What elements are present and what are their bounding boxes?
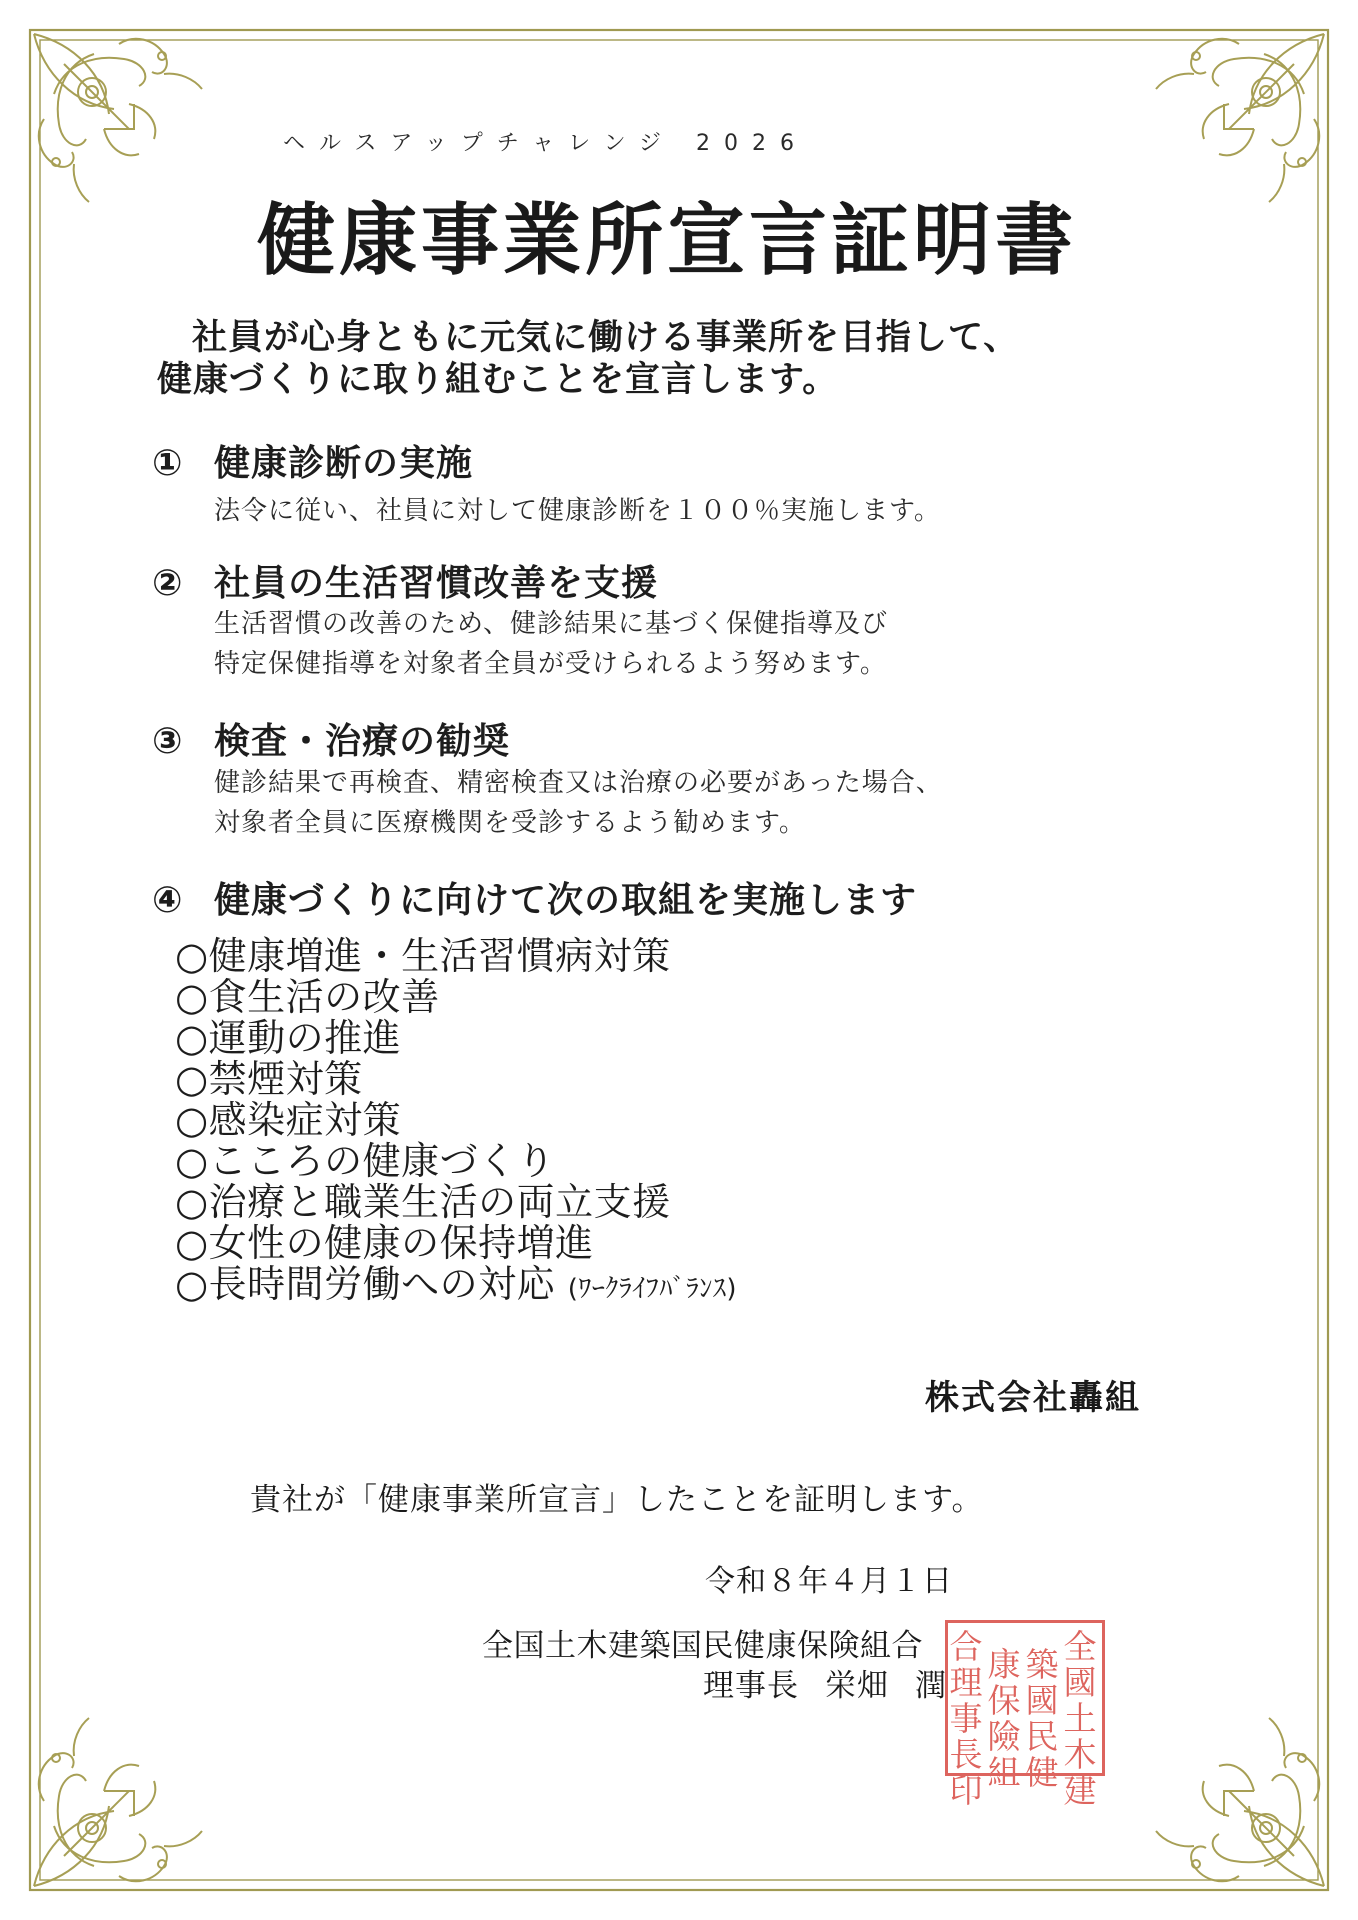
issuer-name-family: 栄畑	[825, 1668, 889, 1704]
section-2-heading	[152, 555, 658, 606]
page-title: 健康事業所宣言証明書	[257, 196, 1078, 286]
issuer-organization: 全国土木建築国民健康保険組合	[482, 1628, 923, 1664]
initiative-item: ○女性の健康の保持増進	[175, 1221, 594, 1265]
section-1-title: 健康診断の実施	[214, 443, 474, 484]
intro-line-2: 健康づくりに取り組むことを宣言します。	[157, 360, 839, 400]
section-1-text: 法令に従い、社員に対して健康診断を１００％実施します。	[214, 496, 941, 526]
issuer-chairman	[703, 1660, 947, 1705]
initiative-item: ○感染症対策	[175, 1098, 402, 1142]
section-3-heading	[152, 713, 510, 764]
issue-date: 令和８年４月１日	[705, 1564, 953, 1599]
subtitle: ヘルスアップチャレンジ 2026	[283, 131, 809, 156]
section-1-heading	[152, 435, 473, 486]
section-4-heading	[152, 872, 917, 923]
seal-column-3: 康保險組	[987, 1645, 1021, 1792]
issuer-name-given: 潤	[915, 1668, 947, 1704]
seal-column-4: 合理事長印	[949, 1627, 983, 1810]
initiative-item	[175, 1264, 737, 1310]
section-2-title: 社員の生活習慣改善を支援	[214, 563, 659, 604]
initiative-item: ○こころの健康づくり	[175, 1139, 556, 1183]
initiative-item-label: ○長時間労働への対応	[175, 1262, 556, 1306]
section-2-text-1: 生活習慣の改善のため、健診結果に基づく保健指導及び	[214, 609, 888, 639]
section-3-text-2: 対象者全員に医療機関を受診するよう勧めます。	[214, 808, 806, 838]
intro-line-1: 社員が心身ともに元気に働ける事業所を目指して、	[192, 318, 1020, 358]
official-seal	[945, 1620, 1105, 1810]
initiative-item: ○食生活の改善	[175, 975, 440, 1019]
initiative-item-note: (ﾜｰｸﾗｲﾌﾊﾞﾗﾝｽ)	[567, 1274, 738, 1304]
initiative-item: ○禁煙対策	[175, 1057, 363, 1101]
initiative-item: ○治療と職業生活の両立支援	[175, 1180, 671, 1224]
seal-column-1: 全國土木建	[1063, 1627, 1097, 1810]
initiative-item: ○健康増進・生活習慣病対策	[175, 934, 671, 978]
company-name: 株式会社轟組	[925, 1378, 1141, 1418]
seal-column-2: 築國民健	[1025, 1645, 1059, 1792]
section-3-title: 検査・治療の勧奨	[214, 721, 511, 762]
section-2-number: ②	[152, 563, 184, 604]
section-3-text-1: 健診結果で再検査、精密検査又は治療の必要があった場合、	[214, 768, 943, 798]
initiative-item: ○運動の推進	[175, 1016, 402, 1060]
section-1-number: ①	[152, 443, 184, 484]
certification-statement: 貴社が「健康事業所宣言」したことを証明します。	[250, 1482, 984, 1518]
section-3-number: ③	[152, 721, 184, 762]
issuer-role: 理事長	[703, 1668, 799, 1704]
section-2-text-2: 特定保健指導を対象者全員が受けられるよう努めます。	[214, 649, 887, 679]
section-4-number: ④	[152, 880, 184, 921]
section-4-title: 健康づくりに向けて次の取組を実施します	[214, 880, 918, 921]
